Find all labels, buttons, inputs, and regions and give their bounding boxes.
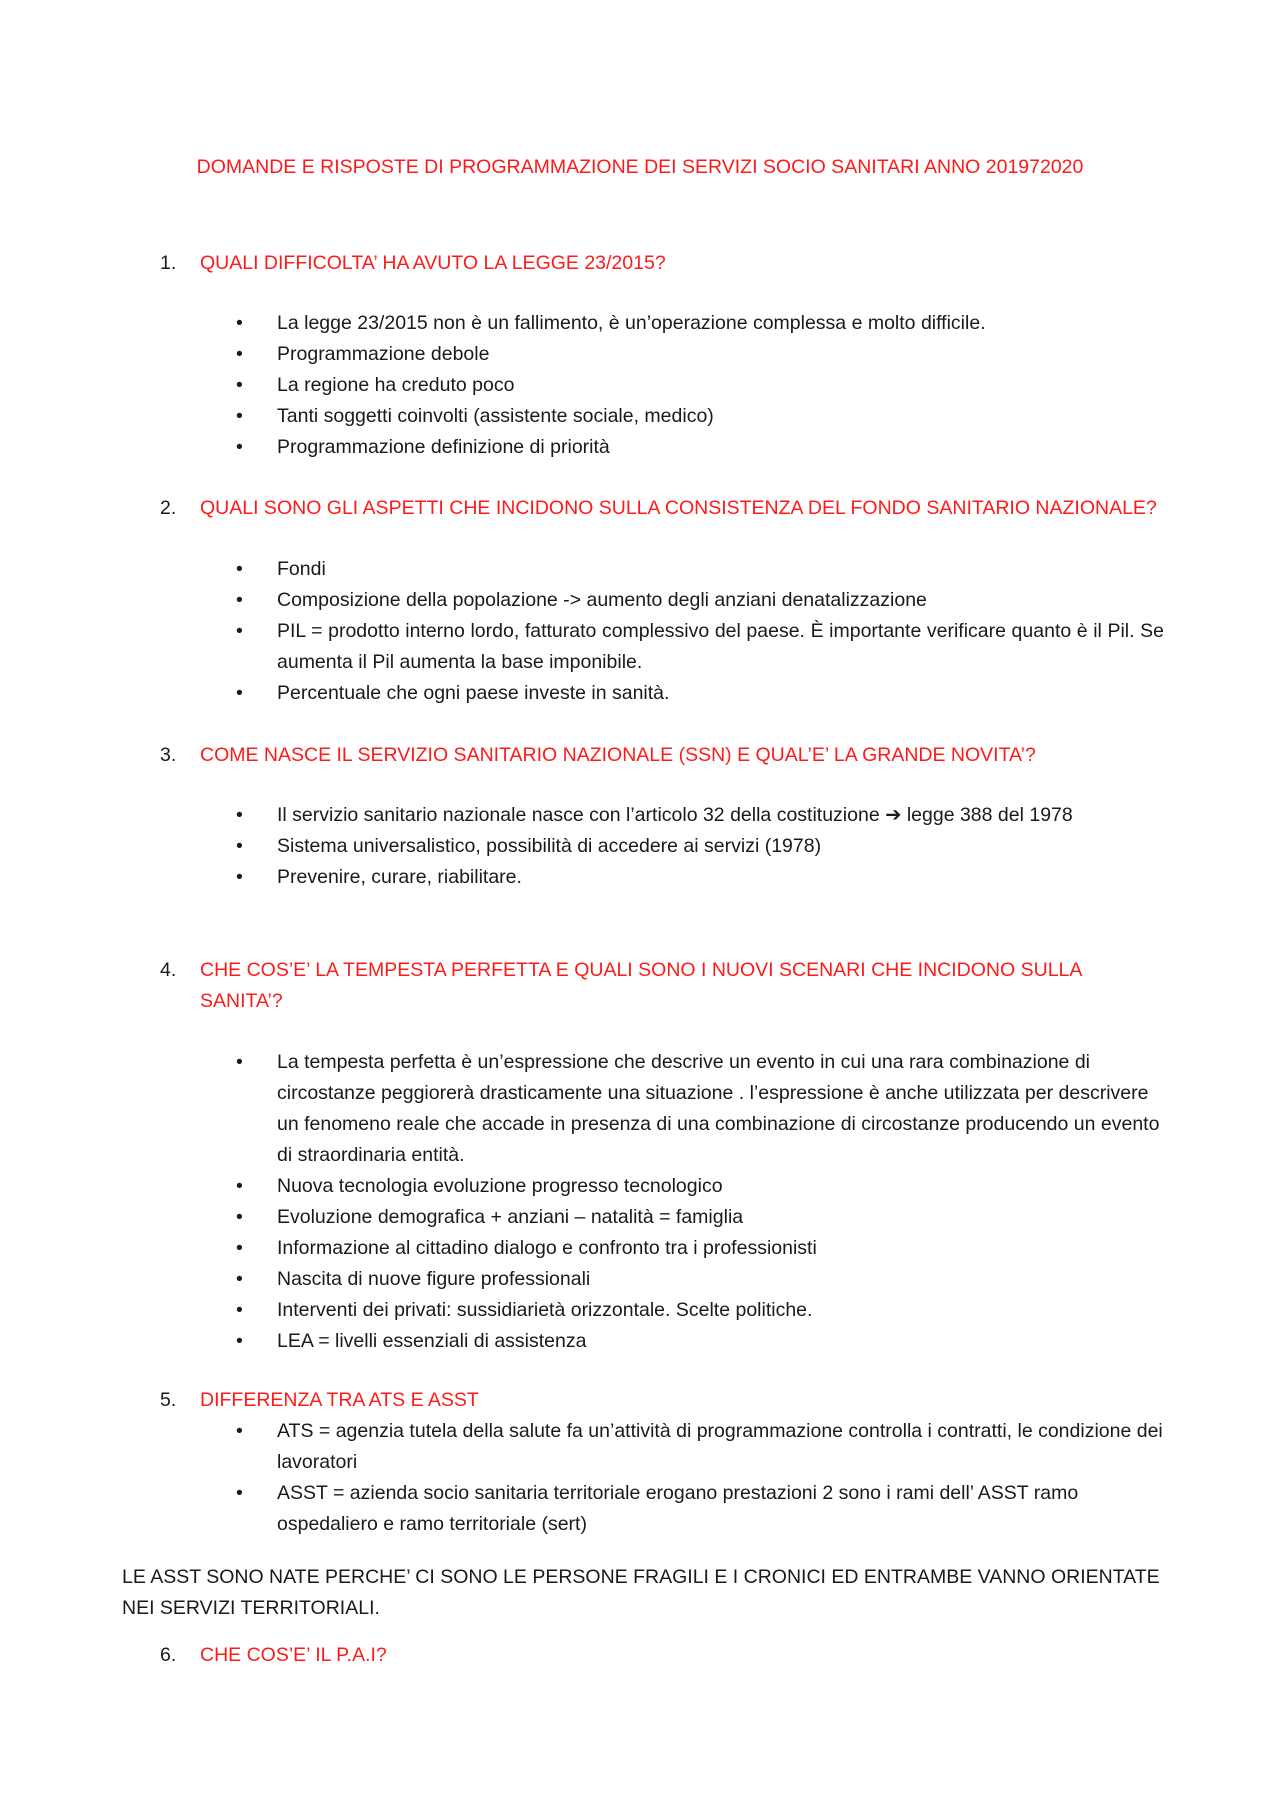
bullet-icon: •	[236, 1237, 243, 1259]
bullet-icon: •	[236, 343, 243, 365]
question-number: 1.	[160, 252, 177, 274]
list-item: • Il servizio sanitario nazionale nasce con l’articolo 32 della costituzione ➔ legge 388 del 1978	[0, 800, 1164, 831]
bullet-icon: •	[236, 312, 243, 334]
list-item: • Programmazione debole	[0, 339, 1164, 370]
answer-list-5	[0, 1416, 1280, 1540]
list-item: • La tempesta perfetta è un’espressione che descrive un evento in cui una rara combinazione di circostanze peggiorerà drasticamente una situazione . l’espressione è anche utilizzata per descrivere un fenomeno reale che accade in presenza di una combinazione di circostanze producendo un evento di straordinaria entità.	[0, 1047, 1164, 1171]
list-item: • Fondi	[0, 554, 1164, 585]
list-item: • Prevenire, curare, riabilitare.	[0, 862, 1164, 893]
question-number: 5.	[160, 1389, 177, 1411]
list-item: • Percentuale che ogni paese investe in sanità.	[0, 678, 1164, 709]
bullet-icon: •	[236, 804, 243, 826]
bullet-icon: •	[236, 1051, 243, 1073]
question-number: 4.	[160, 959, 177, 981]
bullet-icon: •	[236, 589, 243, 611]
list-item: • Interventi dei privati: sussidiarietà orizzontale. Scelte politiche.	[0, 1295, 1164, 1326]
list-item: • Tanti soggetti coinvolti (assistente sociale, medico)	[0, 401, 1164, 432]
note-paragraph: LE ASST SONO NATE PERCHE’ CI SONO LE PERSONE FRAGILI E I CRONICI ED ENTRAMBE VANNO ORIENTATE NEI SERVIZI TERRITORIALI.	[122, 1566, 1160, 1619]
question-number: 2.	[160, 497, 177, 519]
bullet-icon: •	[236, 374, 243, 396]
question-text: QUALI SONO GLI ASPETTI CHE INCIDONO SULLA CONSISTENZA DEL FONDO SANITARIO NAZIONALE?	[200, 497, 1157, 519]
answer-list-4	[0, 1047, 1280, 1357]
bullet-icon: •	[236, 1268, 243, 1290]
list-item: • ASST = azienda socio sanitaria territoriale erogano prestazioni 2 sono i rami dell’ ASST ramo ospedaliero e ramo territoriale (sert)	[0, 1478, 1164, 1540]
bullet-icon: •	[236, 1299, 243, 1321]
bullet-icon: •	[236, 558, 243, 580]
bullet-icon: •	[236, 682, 243, 704]
bullet-icon: •	[236, 1420, 243, 1442]
question-number: 3.	[160, 744, 177, 766]
list-item: • Nascita di nuove figure professionali	[0, 1264, 1164, 1295]
document-title: DOMANDE E RISPOSTE DI PROGRAMMAZIONE DEI SERVIZI SOCIO SANITARI ANNO 201972020	[196, 156, 1084, 178]
bullet-icon: •	[236, 405, 243, 427]
list-item: • Composizione della popolazione -> aumento degli anziani denatalizzazione	[0, 585, 1164, 616]
answer-list-2	[0, 554, 1280, 709]
list-item: • La regione ha creduto poco	[0, 370, 1164, 401]
question-text: QUALI DIFFICOLTA’ HA AVUTO LA LEGGE 23/2015?	[200, 252, 666, 274]
bullet-icon: •	[236, 835, 243, 857]
question-number: 6.	[160, 1644, 177, 1666]
answer-list-1	[0, 308, 1280, 463]
bullet-icon: •	[236, 1330, 243, 1352]
bullet-icon: •	[236, 1175, 243, 1197]
list-item: • Informazione al cittadino dialogo e confronto tra i professionisti	[0, 1233, 1164, 1264]
list-item: • PIL = prodotto interno lordo, fatturato complessivo del paese. È importante verificare quanto è il Pil. Se aumenta il Pil aumenta la base imponibile.	[0, 616, 1164, 678]
list-item: • Nuova tecnologia evoluzione progresso tecnologico	[0, 1171, 1164, 1202]
bullet-icon: •	[236, 1206, 243, 1228]
list-item: • Programmazione definizione di priorità	[0, 432, 1164, 463]
list-item: • Evoluzione demografica + anziani – natalità = famiglia	[0, 1202, 1164, 1233]
answer-list-3	[0, 800, 1280, 893]
list-item: • La legge 23/2015 non è un fallimento, è un’operazione complessa e molto difficile.	[0, 308, 1164, 339]
list-item: • ATS = agenzia tutela della salute fa un’attività di programmazione controlla i contratti, le condizione dei lavoratori	[0, 1416, 1164, 1478]
bullet-icon: •	[236, 620, 243, 642]
list-item: • LEA = livelli essenziali di assistenza	[0, 1326, 1164, 1357]
bullet-icon: •	[236, 436, 243, 458]
question-text: DIFFERENZA TRA ATS E ASST	[200, 1389, 479, 1411]
question-text: COME NASCE IL SERVIZIO SANITARIO NAZIONALE (SSN) E QUAL’E’ LA GRANDE NOVITA’?	[200, 744, 1036, 766]
bullet-icon: •	[236, 1482, 243, 1504]
question-text: CHE COS’E’ LA TEMPESTA PERFETTA E QUALI SONO I NUOVI SCENARI CHE INCIDONO SULLA SANITA’?	[200, 959, 1082, 1012]
list-item: • Sistema universalistico, possibilità di accedere ai servizi (1978)	[0, 831, 1164, 862]
bullet-icon: •	[236, 866, 243, 888]
question-text: CHE COS’E’ IL P.A.I?	[200, 1644, 387, 1666]
